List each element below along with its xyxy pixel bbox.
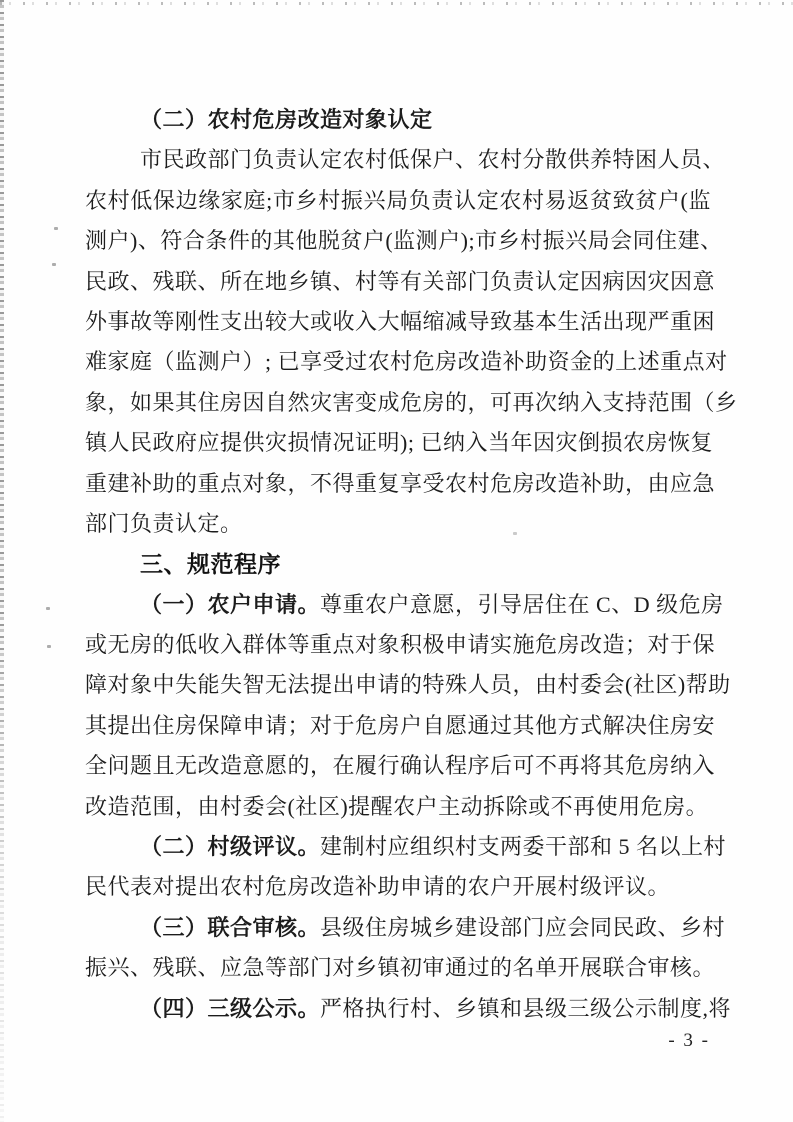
line-text: 改造范围，由村委会(社区)提醒农户主动拆除或不再使用危房。: [85, 793, 709, 819]
document-body: [85, 100, 738, 1029]
line-text: 县级住房城乡建设部门应会同民政、乡村: [320, 914, 726, 940]
text-line: [85, 625, 716, 665]
text-line: [85, 948, 716, 988]
scan-speckle: [47, 645, 51, 648]
line-bold-text: （一）农户申请。: [140, 591, 321, 617]
text-line: [85, 746, 716, 786]
line-text: 严格执行村、乡镇和县级三级公示制度,将: [320, 995, 732, 1021]
line-text: 全问题且无改造意愿的，在履行确认程序后可不再将其危房纳入: [85, 753, 716, 779]
line-text: 测户)、符合条件的其他脱贫户(监测户);市乡村振兴局会同住建、: [85, 228, 723, 254]
line-bold-text: （二）村级评议。: [140, 834, 321, 860]
scan-artifact-left-edge: [0, 0, 4, 1122]
heading-text: 三、规范程序: [140, 551, 281, 578]
line-text: 障对象中失能失智无法提出申请的特殊人员，由村委会(社区)帮助: [85, 672, 731, 698]
text-line: [85, 827, 727, 867]
heading-text: （二）农村危房改造对象认定: [140, 107, 433, 132]
scan-speckle: [52, 263, 56, 266]
section-heading-2: [85, 100, 711, 140]
line-text: 市民政部门负责认定农村低保户、农村分散供养特困人员、: [140, 147, 726, 173]
text-line: [85, 867, 711, 907]
line-text: 象，如果其住房因自然灾害变成危房的，可再次纳入支持范围（乡: [85, 389, 738, 415]
text-line: [85, 262, 716, 302]
line-bold-text: （三）联合审核。: [140, 914, 321, 940]
line-text: 农村低保边缘家庭;市乡村振兴局负责认定农村易返贫致贫户(监: [85, 187, 711, 213]
line-text: 镇人民政府应提供灾损情况证明); 已纳入当年因灾倒损农房恢复: [85, 430, 713, 456]
text-line: [85, 302, 716, 342]
scan-speckle: [46, 607, 50, 610]
text-line: [85, 221, 723, 261]
line-text: 尊重农户意愿，引导居住在 C、D 级危房: [320, 591, 724, 617]
scan-speckle: [54, 227, 58, 230]
text-line: [85, 504, 711, 544]
text-line: [85, 908, 726, 948]
line-text: 或无房的低收入群体等重点对象积极申请实施危房改造；对于保: [85, 632, 716, 658]
section-heading-3: [85, 544, 711, 584]
page-number: - 3 -: [668, 1030, 710, 1051]
line-text: 重建补助的重点对象，不得重复享受农村危房改造补助，由应急: [85, 470, 716, 496]
text-line: [85, 181, 711, 221]
text-line: [85, 342, 728, 382]
line-text: 部门负责认定。: [85, 510, 243, 536]
text-line: [85, 140, 726, 180]
line-text: 振兴、残联、应急等部门对乡镇初审通过的名单开展联合审核。: [85, 955, 716, 981]
text-line: [85, 989, 732, 1029]
text-line: [85, 706, 716, 746]
line-text: 民代表对提出农村危房改造补助申请的农户开展村级评议。: [85, 874, 671, 900]
line-text: 民政、残联、所在地乡镇、村等有关部门负责认定因病因灾因意: [85, 268, 716, 294]
text-line: [85, 383, 738, 423]
line-text: 建制村应组织村支两委干部和 5 名以上村: [320, 834, 727, 860]
line-text: 难家庭（监测户）; 已享受过农村危房改造补助资金的上述重点对: [85, 349, 728, 375]
text-line: [85, 665, 731, 705]
scan-artifact-top-edge: [0, 2, 793, 5]
text-line: [85, 585, 724, 625]
line-text: 外事故等刚性支出较大或收入大幅缩减导致基本生活出现严重困: [85, 308, 716, 334]
text-line: [85, 464, 716, 504]
text-line: [85, 423, 711, 463]
line-bold-text: （四）三级公示。: [140, 995, 321, 1021]
line-text: 其提出住房保障申请；对于危房户自愿通过其他方式解决住房安: [85, 712, 716, 738]
text-line: [85, 787, 711, 827]
